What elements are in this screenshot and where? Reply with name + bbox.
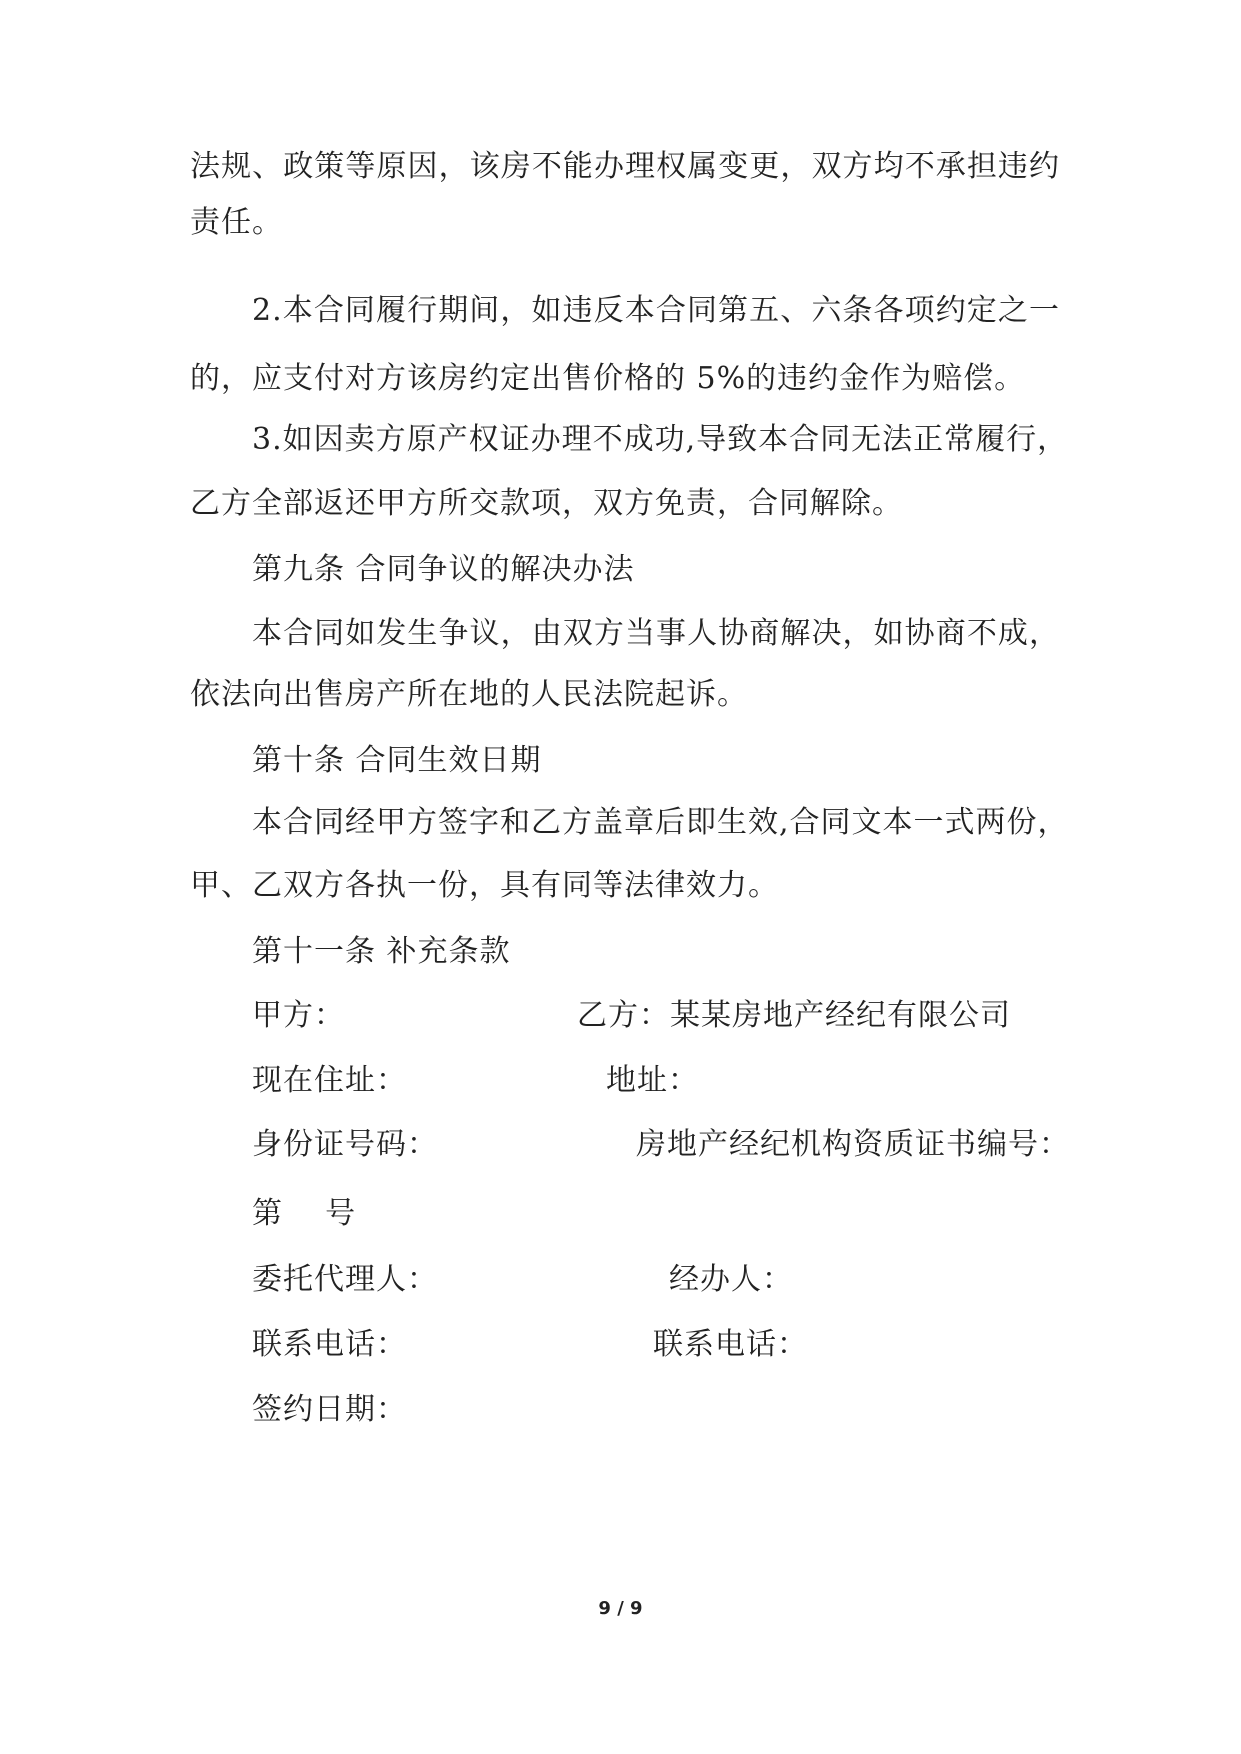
phone-a-label: 联系电话： xyxy=(252,1327,407,1362)
paragraph-line: 2.本合同履行期间，如违反本合同第五、六条各项约定之一 xyxy=(252,293,1060,328)
paragraph-line: 3.如因卖方原产权证办理不成功,导致本合同无法正常履行， xyxy=(252,422,1069,457)
license-number: 第 号 xyxy=(252,1196,357,1231)
handler-label: 经办人： xyxy=(669,1262,793,1297)
paragraph-line: 的，应支付对方该房约定出售价格的 5%的违约金作为赔偿。 xyxy=(190,361,1026,396)
paragraph-line: 本合同经甲方签字和乙方盖章后即生效,合同文本一式两份， xyxy=(252,805,1069,840)
license-label: 房地产经纪机构资质证书编号： xyxy=(636,1127,1070,1162)
page-number: 9 / 9 xyxy=(598,1598,643,1619)
article-title: 第十一条 补充条款 xyxy=(252,934,511,969)
paragraph-line: 甲、乙双方各执一份，具有同等法律效力。 xyxy=(190,868,779,903)
paragraph-line: 法规、政策等原因，该房不能办理权属变更，双方均不承担违约 xyxy=(190,149,1060,184)
party-a-label: 甲方： xyxy=(252,998,345,1033)
article-title: 第九条 合同争议的解决办法 xyxy=(252,552,635,587)
party-b-label: 乙方：某某房地产经纪有限公司 xyxy=(577,998,1011,1033)
phone-b-label: 联系电话： xyxy=(653,1327,808,1362)
address-label: 地址： xyxy=(606,1063,699,1098)
paragraph-line: 责任。 xyxy=(190,205,283,240)
paragraph-line: 乙方全部返还甲方所交款项，双方免责，合同解除。 xyxy=(190,486,903,521)
id-number-label: 身份证号码： xyxy=(252,1127,438,1162)
sign-date-label: 签约日期： xyxy=(252,1392,407,1427)
current-address-label: 现在住址： xyxy=(252,1063,407,1098)
paragraph-line: 本合同如发生争议，由双方当事人协商解决，如协商不成， xyxy=(252,616,1060,651)
agent-label: 委托代理人： xyxy=(252,1262,438,1297)
article-title: 第十条 合同生效日期 xyxy=(252,743,542,778)
paragraph-line: 依法向出售房产所在地的人民法院起诉。 xyxy=(190,677,748,712)
